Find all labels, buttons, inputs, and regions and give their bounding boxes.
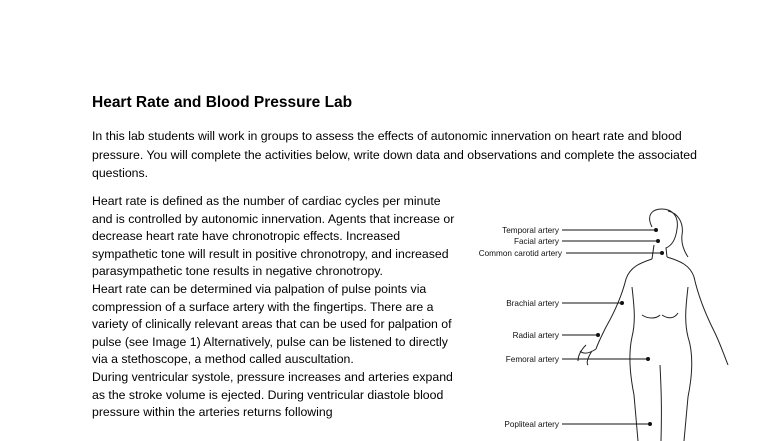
label-facial-artery: Facial artery (513, 237, 559, 246)
hair-outline (668, 211, 688, 257)
neck-outline (652, 245, 654, 259)
label-temporal-artery: Temporal artery (502, 226, 559, 235)
inner-leg-line (660, 365, 661, 441)
popliteal-dot (648, 422, 652, 426)
hand-outline (578, 345, 596, 365)
label-brachial-artery: Brachial artery (506, 299, 559, 308)
radial-dot (596, 333, 600, 337)
right-arm-outline (667, 257, 728, 365)
chest-line (642, 315, 660, 318)
femoral-dot (646, 357, 650, 361)
paragraph-heart-rate: Heart rate is defined as the number of cardiac cycles per minute and is controlled by autonomic innervation. Agents that increase or decrease heart rate have chronotropic effects. Increased sympathetic tone will result in positive chronotropy, and increased parasympathetic tone results in negative chronotropy. (92, 194, 455, 279)
left-arm-outline (596, 259, 652, 349)
facial-dot (656, 239, 660, 243)
body-outline (578, 209, 728, 441)
paragraph-palpation: Heart rate can be determined via palpation of pulse points via compression of a surface artery with the fingertips. There are a variety of clinically relevant areas that can be used for palpation of pulse (see Image 1) Alternatively, pulse can be listened to directly via a stethoscope, a method called auscultation. (92, 281, 452, 367)
label-carotid-artery: Common carotid artery (478, 249, 562, 258)
leader-lines (562, 230, 662, 424)
intro-paragraph: In this lab students will work in groups to assess the effects of autonomic innervation on heart rate and blood pressure. You will complete the activities below, write down data and observations and complete the associated questions. (92, 129, 697, 180)
paragraph-systole: During ventricular systole, pressure increases and arteries expand as the stroke volume is ejected. During ventricular diastole blood pressure within the arteries returns following (92, 369, 453, 420)
label-radial-artery: Radial artery (512, 331, 559, 340)
label-popliteal-artery: Popliteal artery (504, 420, 559, 429)
carotid-dot (660, 251, 664, 255)
body-text (92, 193, 457, 420)
pulse-points-figure (462, 205, 762, 441)
body-diagram (462, 205, 762, 441)
chest-line-2 (662, 313, 678, 318)
left-torso-leg-outline (630, 287, 638, 441)
brachial-dot (620, 301, 624, 305)
temporal-dot (654, 228, 658, 232)
right-torso-leg-outline (684, 287, 692, 441)
label-femoral-artery: Femoral artery (505, 355, 559, 364)
document-title: Heart Rate and Blood Pressure Lab (92, 94, 353, 111)
